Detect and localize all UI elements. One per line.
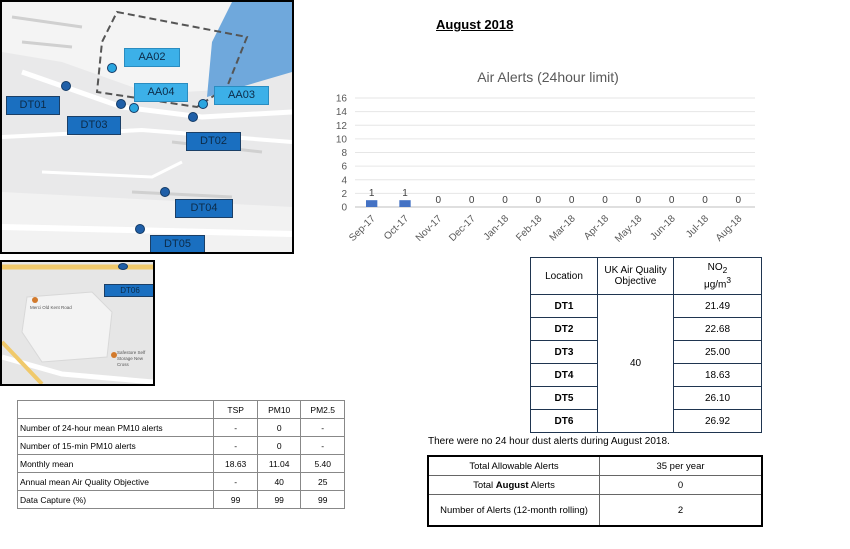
x-tick-label: Oct-17 bbox=[382, 213, 412, 243]
data-label: 0 bbox=[668, 195, 675, 206]
no2-location: DT3 bbox=[531, 341, 598, 364]
no2-location: DT6 bbox=[531, 410, 598, 433]
y-tick-label: 2 bbox=[341, 188, 347, 200]
data-label: 0 bbox=[735, 195, 742, 206]
no2-location: DT1 bbox=[531, 295, 598, 318]
inset-marker-dt06 bbox=[118, 263, 128, 270]
map-label-dt01: DT01 bbox=[6, 96, 60, 115]
pm-cell-pm25: 25 bbox=[301, 473, 345, 491]
pm-header-blank bbox=[18, 401, 214, 419]
alerts-label-pre: Total bbox=[473, 479, 496, 491]
no2-header-objective-text: UK Air Quality Objective bbox=[604, 265, 667, 287]
map-label-aa02: AA02 bbox=[124, 48, 180, 67]
pm-cell-pm10: 0 bbox=[257, 437, 301, 455]
chart-title: Air Alerts (24hour limit) bbox=[477, 69, 619, 85]
pm-cell-pm10: 99 bbox=[257, 491, 301, 509]
no2-header-no: NO bbox=[707, 261, 723, 273]
alerts-label-bold: August bbox=[495, 479, 529, 491]
alerts-value: 0 bbox=[600, 476, 763, 495]
map-marker-dt03 bbox=[116, 99, 126, 109]
no2-header-sub: 2 bbox=[722, 264, 728, 275]
alerts-value: 2 bbox=[600, 495, 763, 527]
pm-cell-pm10: 0 bbox=[257, 419, 301, 437]
no2-location: DT5 bbox=[531, 387, 598, 410]
no2-location: DT2 bbox=[531, 318, 598, 341]
no2-value: 25.00 bbox=[674, 341, 762, 364]
pm-cell-tsp: - bbox=[214, 473, 258, 491]
pm-row-label: Annual mean Air Quality Objective bbox=[18, 473, 214, 491]
no2-value: 26.92 bbox=[674, 410, 762, 433]
alerts-label: Number of Alerts (12-month rolling) bbox=[428, 495, 600, 527]
x-tick-label: Jun-18 bbox=[648, 213, 678, 243]
map-label-aa03: AA03 bbox=[214, 86, 269, 105]
no2-header-sup: 3 bbox=[726, 274, 732, 285]
data-label: 0 bbox=[702, 195, 708, 206]
air-alerts-chart bbox=[330, 60, 760, 260]
no2-objective-value: 40 bbox=[598, 295, 674, 433]
no2-value: 22.68 bbox=[674, 318, 762, 341]
x-tick-label: Nov-17 bbox=[413, 213, 445, 244]
site-map bbox=[0, 0, 294, 254]
no2-header-value bbox=[674, 258, 762, 295]
dust-alert-note: There were no 24 hour dust alerts during August 2018. bbox=[428, 436, 670, 447]
pm-cell-pm25: - bbox=[301, 419, 345, 437]
table-row bbox=[18, 473, 345, 491]
inset-map bbox=[0, 260, 155, 386]
no2-header-objective bbox=[598, 258, 674, 295]
data-label: 0 bbox=[635, 195, 642, 206]
table-row bbox=[18, 419, 345, 437]
y-tick-label: 6 bbox=[341, 161, 347, 173]
x-tick-label: Jul-18 bbox=[684, 213, 712, 241]
pm-header-pm25: PM2.5 bbox=[301, 401, 345, 419]
pm-cell-tsp: 99 bbox=[214, 491, 258, 509]
pm-cell-tsp: - bbox=[214, 437, 258, 455]
y-tick-label: 8 bbox=[341, 148, 347, 159]
chart-bar bbox=[366, 200, 377, 207]
x-tick-label: Jan-18 bbox=[481, 213, 512, 243]
y-tick-label: 14 bbox=[335, 107, 347, 119]
inset-label-dt06: DT06 bbox=[104, 284, 155, 297]
table-row bbox=[531, 295, 762, 318]
table-row bbox=[18, 455, 345, 473]
no2-header-unit: μg/m bbox=[703, 279, 727, 291]
pm-cell-pm25: - bbox=[301, 437, 345, 455]
pm-cell-tsp: 18.63 bbox=[214, 455, 258, 473]
x-tick-label: May-18 bbox=[613, 213, 645, 245]
map-label-aa04: AA04 bbox=[134, 83, 188, 102]
map-marker-dt01 bbox=[61, 81, 71, 91]
x-tick-label: Apr-18 bbox=[582, 213, 612, 243]
alerts-label-post: Alerts bbox=[528, 479, 555, 491]
table-row bbox=[428, 456, 762, 476]
data-label: 0 bbox=[568, 195, 575, 206]
map-background bbox=[2, 2, 292, 252]
y-tick-label: 16 bbox=[335, 93, 347, 105]
map-marker-dt02 bbox=[188, 112, 198, 122]
y-tick-label: 10 bbox=[335, 134, 347, 146]
x-tick-label: Aug-18 bbox=[713, 213, 745, 244]
data-label: 0 bbox=[468, 195, 475, 206]
no2-value: 18.63 bbox=[674, 364, 762, 387]
map-label-dt03: DT03 bbox=[67, 116, 121, 135]
table-row bbox=[18, 491, 345, 509]
table-row bbox=[18, 437, 345, 455]
pm-cell-pm25: 5.40 bbox=[301, 455, 345, 473]
data-label: 0 bbox=[535, 195, 542, 206]
no2-value: 26.10 bbox=[674, 387, 762, 410]
table-row bbox=[428, 476, 762, 495]
table-row bbox=[428, 495, 762, 527]
pm-header-tsp: TSP bbox=[214, 401, 258, 419]
data-label: 1 bbox=[368, 188, 375, 200]
alerts-label: Total Allowable Alerts bbox=[428, 456, 600, 476]
data-label: 0 bbox=[435, 195, 442, 206]
map-marker-aa02 bbox=[107, 63, 117, 73]
no2-value: 21.49 bbox=[674, 295, 762, 318]
pm-cell-pm10: 11.04 bbox=[257, 455, 301, 473]
data-label: 0 bbox=[602, 195, 608, 206]
x-tick-label: Dec-17 bbox=[447, 213, 478, 244]
map-label-dt04: DT04 bbox=[175, 199, 233, 218]
no2-location: DT4 bbox=[531, 364, 598, 387]
map-label-dt02: DT02 bbox=[186, 132, 241, 151]
no2-table bbox=[530, 257, 762, 433]
data-label: 1 bbox=[402, 188, 408, 200]
pm-row-label: Number of 24-hour mean PM10 alerts bbox=[18, 419, 214, 437]
map-marker-aa04 bbox=[129, 103, 139, 113]
data-label: 0 bbox=[502, 195, 508, 206]
x-tick-label: Sep-17 bbox=[347, 213, 378, 244]
y-tick-label: 12 bbox=[335, 120, 347, 132]
report-heading: August 2018 bbox=[436, 17, 514, 32]
inset-place-2: Safestore Self Storage New Cross bbox=[117, 350, 146, 367]
pm-cell-pm10: 40 bbox=[257, 473, 301, 491]
map-label-dt05: DT05 bbox=[150, 235, 205, 254]
pm-cell-pm25: 99 bbox=[301, 491, 345, 509]
pm-row-label: Monthly mean bbox=[18, 455, 214, 473]
map-marker-aa03 bbox=[198, 99, 208, 109]
pm-row-label: Data Capture (%) bbox=[18, 491, 214, 509]
map-marker-dt05 bbox=[135, 224, 145, 234]
x-tick-label: Feb-18 bbox=[514, 213, 545, 244]
map-marker-dt04 bbox=[160, 187, 170, 197]
pm-table bbox=[17, 400, 345, 509]
alerts-value: 35 per year bbox=[600, 456, 763, 476]
chart-bar bbox=[399, 200, 410, 207]
alerts-summary-table bbox=[427, 455, 763, 527]
inset-place-1: Merci Old Kent Road bbox=[30, 305, 72, 310]
alerts-label bbox=[428, 476, 600, 495]
x-tick-label: Mar-18 bbox=[547, 213, 578, 244]
pm-row-label: Number of 15-min PM10 alerts bbox=[18, 437, 214, 455]
pm-cell-tsp: - bbox=[214, 419, 258, 437]
y-tick-label: 0 bbox=[341, 202, 347, 214]
no2-header-location: Location bbox=[531, 258, 598, 295]
pm-header-pm10: PM10 bbox=[257, 401, 301, 419]
y-tick-label: 4 bbox=[341, 175, 347, 187]
